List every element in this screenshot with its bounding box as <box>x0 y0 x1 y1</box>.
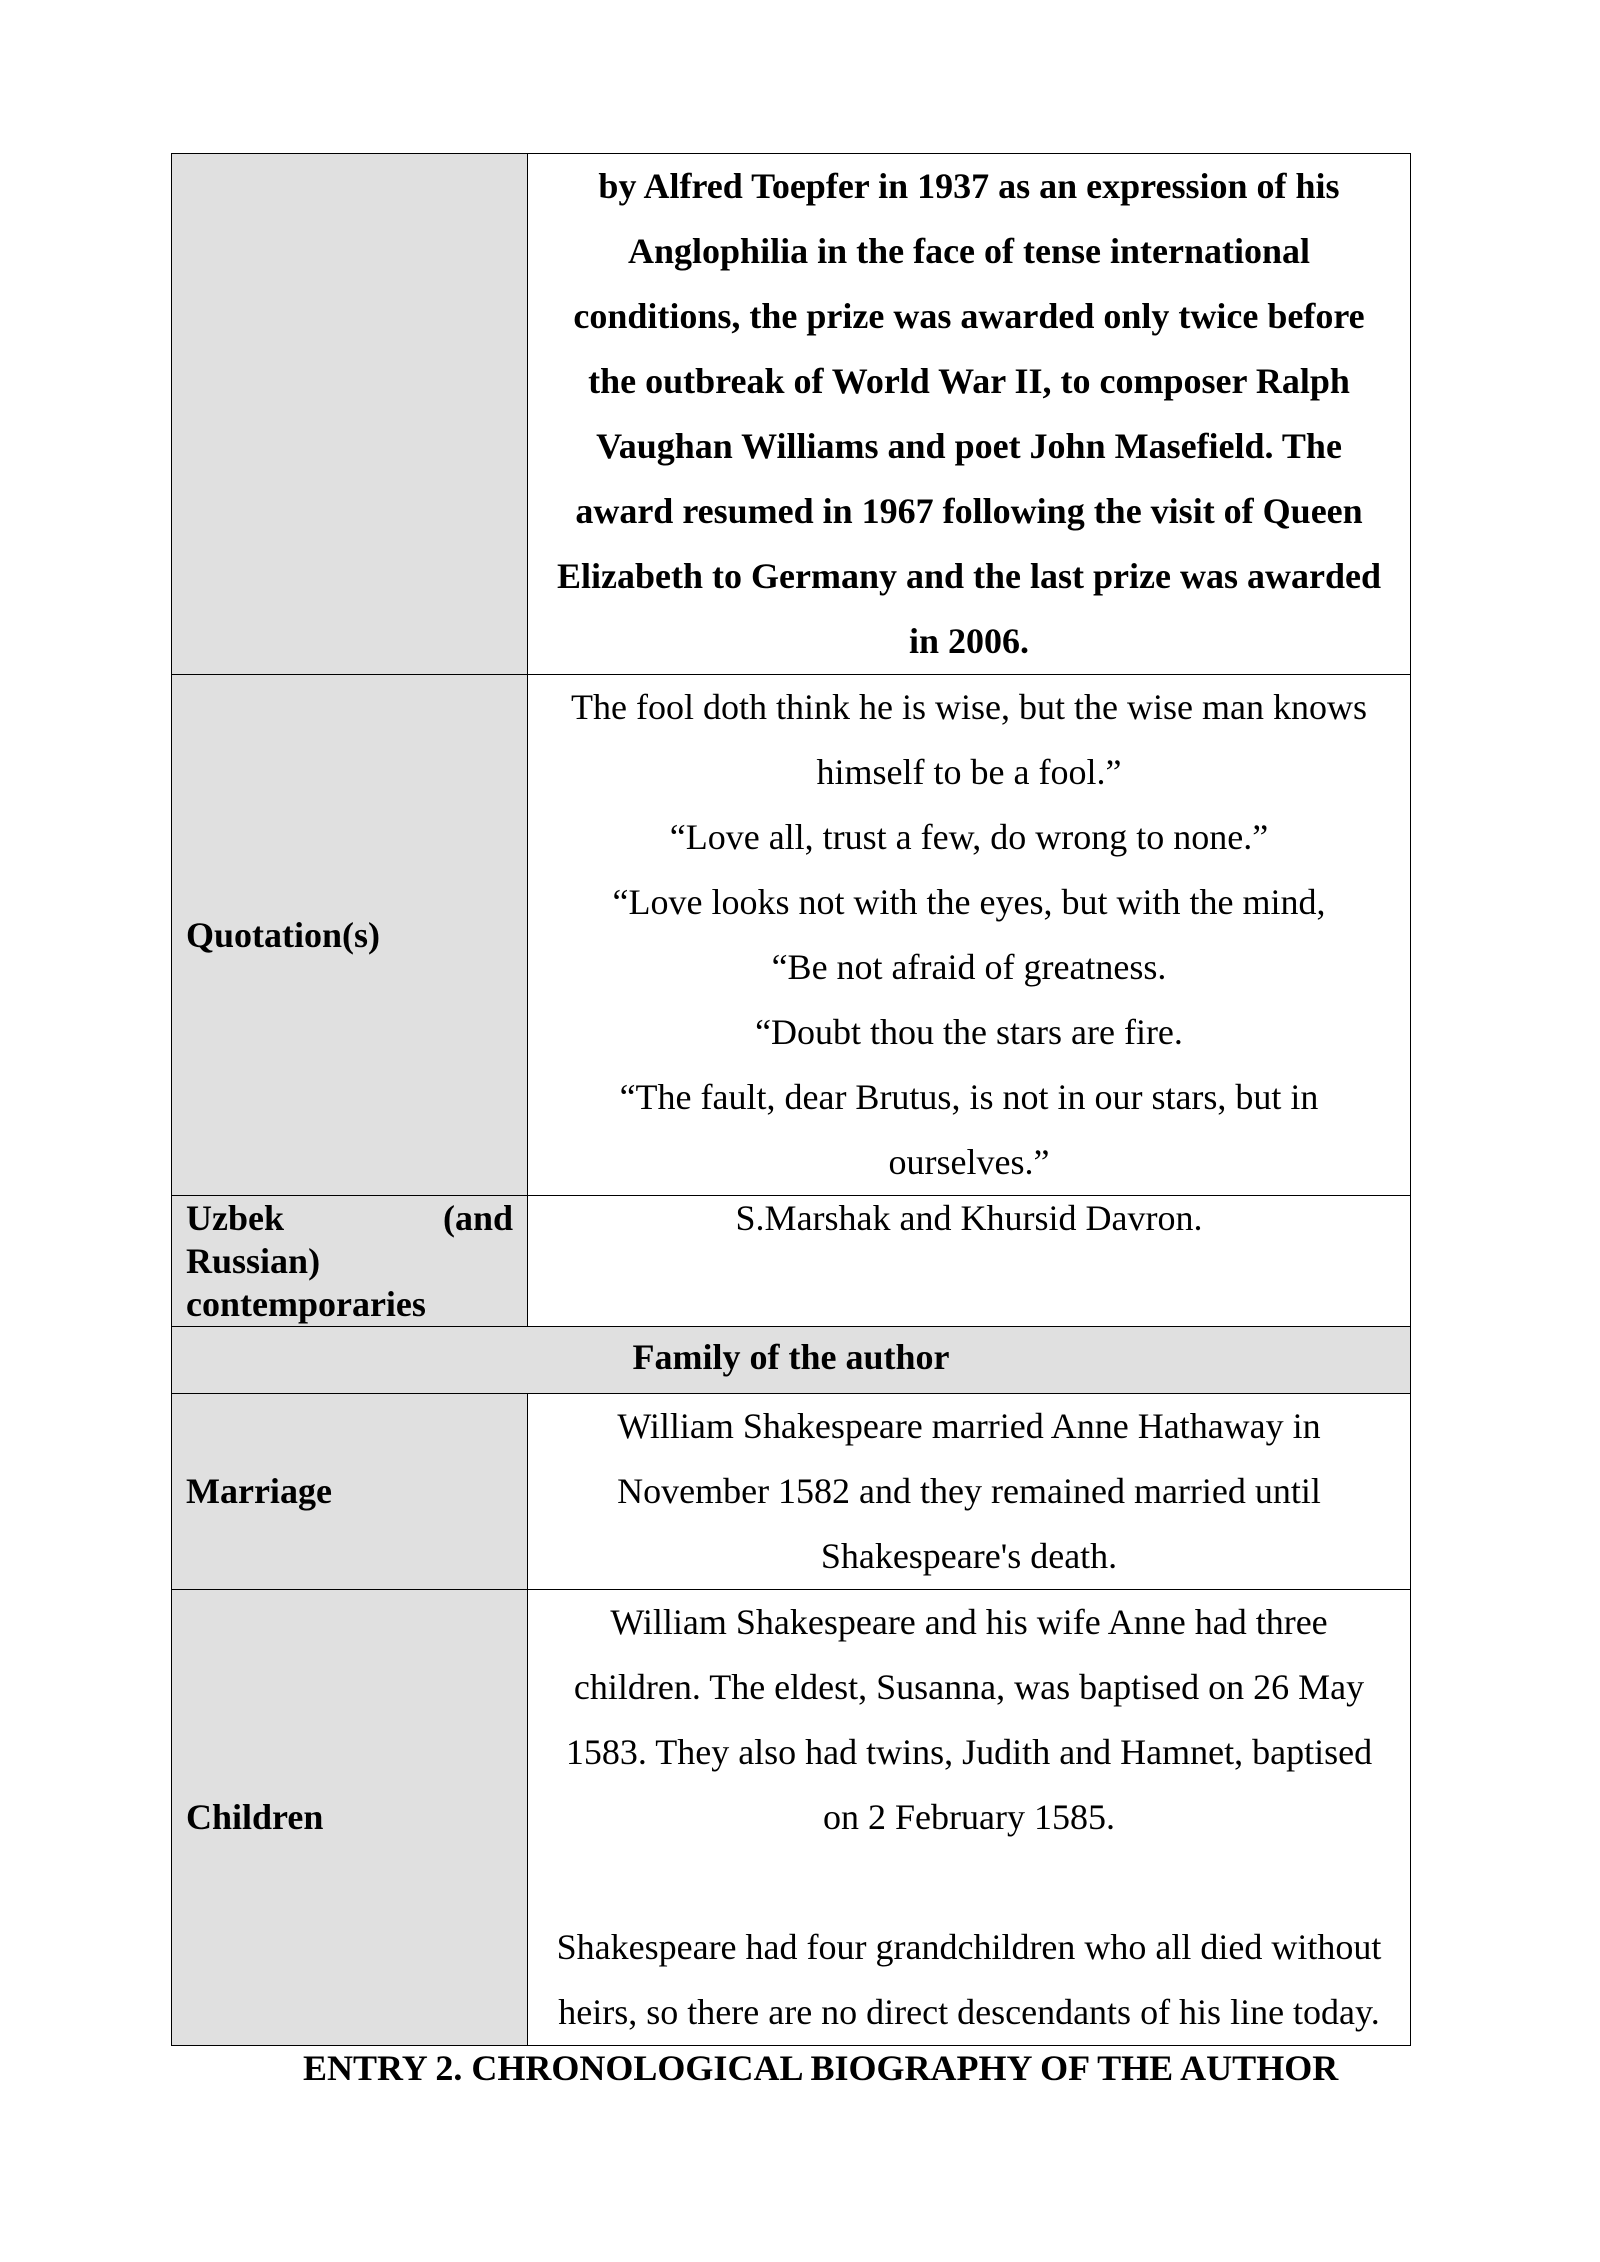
children-cell <box>528 1590 1411 2046</box>
marriage-line: Shakespeare's death. <box>820 1536 1118 1576</box>
quotations-cell <box>528 675 1411 1196</box>
quotation-line: “Love all, trust a few, do wrong to none.” <box>669 817 1269 857</box>
award-text-line: by Alfred Toepfer in 1937 as an expression of his <box>598 166 1340 206</box>
award-text-line: in 2006. <box>908 621 1030 661</box>
marriage-line: November 1582 and they remained married until <box>617 1471 1321 1511</box>
award-text-line: the outbreak of World War II, to composer Ralph <box>588 361 1350 401</box>
quotation-line: “Love looks not with the eyes, but with the mind, <box>612 882 1326 922</box>
marriage-line: William Shakespeare married Anne Hathaway in <box>617 1406 1321 1446</box>
award-text-line: Anglophilia in the face of tense international <box>628 231 1310 271</box>
contemporaries-label-word: Uzbek <box>186 1198 284 1238</box>
contemporaries-value <box>528 1196 1411 1327</box>
contemporaries-label-word: (and <box>442 1198 513 1238</box>
children-line: 1583. They also had twins, Judith and Hamnet, baptised <box>565 1732 1373 1772</box>
contemporaries-label <box>172 1196 528 1327</box>
quotation-line: ourselves.” <box>888 1142 1050 1182</box>
children-line: Shakespeare had four grandchildren who all died without <box>556 1927 1382 1967</box>
children-line: children. The eldest, Susanna, was baptised on 26 May <box>573 1667 1365 1707</box>
family-header: Family of the author <box>172 1327 1411 1394</box>
award-text-line: award resumed in 1967 following the visit of Queen <box>575 491 1363 531</box>
contemporaries-row <box>172 1196 1411 1327</box>
award-row <box>172 154 1411 675</box>
children-line: heirs, so there are no direct descendants of his line today. <box>558 1992 1380 2032</box>
quotation-line: himself to be a fool.” <box>816 752 1122 792</box>
marriage-row <box>172 1394 1411 1590</box>
children-line: William Shakespeare and his wife Anne had three <box>610 1602 1328 1642</box>
award-text-line: Vaughan Williams and poet John Masefield. The <box>596 426 1342 466</box>
contemporaries-label-line2: Russian) <box>186 1241 321 1281</box>
quotations-label: Quotation(s) <box>172 675 528 1196</box>
quotations-row <box>172 675 1411 1196</box>
entry-heading: ENTRY 2. CHRONOLOGICAL BIOGRAPHY OF THE AUTHOR <box>303 2048 1339 2088</box>
paragraph-gap <box>546 1850 1392 1915</box>
contemporaries-text: S.Marshak and Khursid Davron. <box>735 1198 1203 1238</box>
children-line: on 2 February 1585. <box>823 1797 1115 1837</box>
award-label-cell <box>172 154 528 675</box>
contemporaries-label-line1 <box>186 1197 513 1240</box>
quotation-line: “Doubt thou the stars are fire. <box>755 1012 1183 1052</box>
children-label: Children <box>172 1590 528 2046</box>
family-header-row <box>172 1327 1411 1394</box>
marriage-cell <box>528 1394 1411 1590</box>
marriage-label: Marriage <box>172 1394 528 1590</box>
award-text-cell <box>528 154 1411 675</box>
quotation-line: “Be not afraid of greatness. <box>771 947 1167 987</box>
author-info-table <box>171 153 1411 2046</box>
award-text-line: Elizabeth to Germany and the last prize was awarded <box>557 556 1381 596</box>
award-text-line: conditions, the prize was awarded only twice before <box>573 296 1365 336</box>
contemporaries-label-line3: contemporaries <box>186 1284 426 1324</box>
children-row <box>172 1590 1411 2046</box>
quotation-line: “The fault, dear Brutus, is not in our stars, but in <box>619 1077 1319 1117</box>
quotation-line: The fool doth think he is wise, but the wise man knows <box>571 687 1367 727</box>
